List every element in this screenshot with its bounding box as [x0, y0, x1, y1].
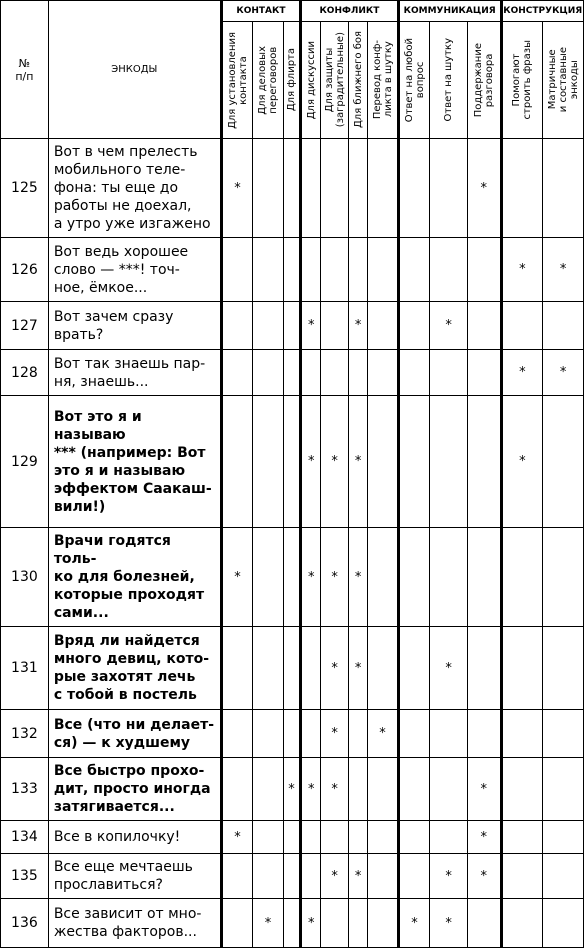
- column-header: Для дискуссии: [301, 22, 321, 139]
- table-row: [1, 302, 584, 350]
- mark-cell: *: [301, 899, 321, 948]
- mark-cell: [501, 758, 543, 821]
- mark-cell: [398, 528, 430, 627]
- mark-cell: *: [221, 528, 253, 627]
- mark-cell: [398, 710, 430, 758]
- column-header: Матричные и составные энкоды: [543, 22, 584, 139]
- mark-cell: [253, 139, 284, 238]
- mark-cell: [321, 302, 348, 350]
- mark-cell: [283, 139, 300, 238]
- mark-cell: [321, 899, 348, 948]
- mark-cell: [348, 350, 367, 396]
- mark-cell: [283, 350, 300, 396]
- mark-cell: [283, 899, 300, 948]
- mark-cell: *: [321, 854, 348, 899]
- mark-cell: [368, 758, 399, 821]
- table-row: [1, 396, 584, 528]
- mark-cell: *: [221, 821, 253, 854]
- mark-cell: [543, 528, 584, 627]
- encode-phrase: Вот зачем сразу врать?: [48, 302, 221, 350]
- row-number: 130: [1, 528, 49, 627]
- mark-cell: [301, 710, 321, 758]
- mark-cell: *: [430, 899, 468, 948]
- column-header: Перевод конф- ликта в шутку: [368, 22, 399, 139]
- encode-phrase: Все еще мечтаешь прославиться?: [48, 854, 221, 899]
- mark-cell: [501, 854, 543, 899]
- mark-cell: *: [321, 627, 348, 710]
- table-row: [1, 710, 584, 758]
- mark-cell: [283, 854, 300, 899]
- mark-cell: [543, 302, 584, 350]
- mark-cell: [283, 238, 300, 302]
- mark-cell: *: [301, 528, 321, 627]
- mark-cell: [430, 710, 468, 758]
- mark-cell: [283, 627, 300, 710]
- row-number: 129: [1, 396, 49, 528]
- mark-cell: [301, 854, 321, 899]
- group-contact: КОНТАКТ: [221, 1, 300, 22]
- mark-cell: [501, 302, 543, 350]
- mark-cell: [221, 350, 253, 396]
- group-communication: КОММУНИКАЦИЯ: [398, 1, 501, 22]
- mark-cell: *: [543, 350, 584, 396]
- mark-cell: *: [348, 627, 367, 710]
- mark-cell: [321, 821, 348, 854]
- mark-cell: [501, 899, 543, 948]
- table-row: [1, 528, 584, 627]
- mark-cell: [430, 396, 468, 528]
- column-header: Для установления контакта: [221, 22, 253, 139]
- mark-cell: [221, 854, 253, 899]
- mark-cell: *: [543, 238, 584, 302]
- mark-cell: [368, 528, 399, 627]
- mark-cell: [368, 139, 399, 238]
- mark-cell: *: [348, 396, 367, 528]
- mark-cell: [368, 854, 399, 899]
- mark-cell: [368, 627, 399, 710]
- row-number: 133: [1, 758, 49, 821]
- mark-cell: [283, 302, 300, 350]
- mark-cell: [543, 710, 584, 758]
- mark-cell: [543, 396, 584, 528]
- mark-cell: *: [348, 302, 367, 350]
- column-header: Для ближнего боя: [348, 22, 367, 139]
- mark-cell: *: [301, 758, 321, 821]
- mark-cell: [467, 302, 501, 350]
- mark-cell: [467, 899, 501, 948]
- mark-cell: [398, 627, 430, 710]
- mark-cell: [253, 710, 284, 758]
- row-number: 134: [1, 821, 49, 854]
- mark-cell: [253, 396, 284, 528]
- column-header: Поддержание разговора: [467, 22, 501, 139]
- column-header: Для деловых переговоров: [253, 22, 284, 139]
- table-row: [1, 350, 584, 396]
- mark-cell: [430, 758, 468, 821]
- mark-cell: [467, 350, 501, 396]
- table-row: [1, 238, 584, 302]
- mark-cell: *: [348, 854, 367, 899]
- mark-cell: *: [467, 854, 501, 899]
- row-number: 126: [1, 238, 49, 302]
- column-header: Для флирта: [283, 22, 300, 139]
- mark-cell: [253, 758, 284, 821]
- mark-cell: [543, 899, 584, 948]
- mark-cell: [253, 238, 284, 302]
- mark-cell: [368, 302, 399, 350]
- mark-cell: [430, 350, 468, 396]
- mark-cell: [430, 528, 468, 627]
- mark-cell: [368, 238, 399, 302]
- mark-cell: [501, 528, 543, 627]
- mark-cell: [283, 821, 300, 854]
- mark-cell: [467, 627, 501, 710]
- mark-cell: *: [467, 139, 501, 238]
- mark-cell: [253, 627, 284, 710]
- mark-cell: *: [398, 899, 430, 948]
- mark-cell: [430, 821, 468, 854]
- mark-cell: [368, 350, 399, 396]
- mark-cell: [398, 350, 430, 396]
- encode-phrase: Вот ведь хорошее слово — ***! точ- ное, ёмкое...: [48, 238, 221, 302]
- table-row: [1, 821, 584, 854]
- mark-cell: [253, 821, 284, 854]
- mark-cell: [368, 821, 399, 854]
- mark-cell: [221, 710, 253, 758]
- mark-cell: *: [301, 302, 321, 350]
- mark-cell: *: [467, 758, 501, 821]
- mark-cell: [398, 238, 430, 302]
- mark-cell: [348, 758, 367, 821]
- mark-cell: [501, 627, 543, 710]
- mark-cell: [253, 528, 284, 627]
- mark-cell: *: [501, 396, 543, 528]
- row-number: 136: [1, 899, 49, 948]
- table-row: [1, 854, 584, 899]
- group-conflict: КОНФЛИКТ: [301, 1, 399, 22]
- mark-cell: [283, 396, 300, 528]
- mark-cell: [398, 139, 430, 238]
- mark-cell: [221, 899, 253, 948]
- group-construction: КОНСТРУКЦИЯ: [501, 1, 583, 22]
- mark-cell: [430, 238, 468, 302]
- mark-cell: *: [221, 139, 253, 238]
- mark-cell: [467, 238, 501, 302]
- mark-cell: [501, 821, 543, 854]
- mark-cell: *: [501, 350, 543, 396]
- table-row: [1, 758, 584, 821]
- column-header: Для защиты (заградительные): [321, 22, 348, 139]
- mark-cell: [398, 302, 430, 350]
- mark-cell: [221, 627, 253, 710]
- mark-cell: *: [321, 528, 348, 627]
- row-number: 127: [1, 302, 49, 350]
- row-number: 128: [1, 350, 49, 396]
- mark-cell: [221, 396, 253, 528]
- mark-cell: [543, 854, 584, 899]
- mark-cell: [253, 350, 284, 396]
- encode-phrase: Вот это я и называю *** (например: Вот это я и называю эффектом Саакаш- вили!): [48, 396, 221, 528]
- mark-cell: [543, 139, 584, 238]
- encode-phrase: Все быстро прохо- дит, просто иногда затягивается...: [48, 758, 221, 821]
- table-row: [1, 139, 584, 238]
- mark-cell: [467, 528, 501, 627]
- mark-cell: [398, 854, 430, 899]
- mark-cell: [283, 710, 300, 758]
- mark-cell: [301, 627, 321, 710]
- mark-cell: [301, 821, 321, 854]
- mark-cell: *: [368, 710, 399, 758]
- row-number: 135: [1, 854, 49, 899]
- mark-cell: [398, 758, 430, 821]
- mark-cell: *: [467, 821, 501, 854]
- mark-cell: [398, 821, 430, 854]
- mark-cell: [348, 710, 367, 758]
- table-row: [1, 627, 584, 710]
- mark-cell: [543, 821, 584, 854]
- encode-phrase: Вряд ли найдется много девиц, кото- рые захотят лечь с тобой в постель: [48, 627, 221, 710]
- table-body: [1, 139, 584, 948]
- mark-cell: [301, 139, 321, 238]
- mark-cell: [221, 758, 253, 821]
- mark-cell: [348, 899, 367, 948]
- mark-cell: [253, 854, 284, 899]
- mark-cell: [321, 139, 348, 238]
- column-header: Ответ на шутку: [430, 22, 468, 139]
- mark-cell: [368, 396, 399, 528]
- mark-cell: *: [321, 758, 348, 821]
- encode-phrase: Вот в чем прелесть мобильного теле- фона: ты еще до работы не доехал, а утро уже изгажено: [48, 139, 221, 238]
- num-header-label: № п/п: [15, 56, 34, 83]
- mark-cell: *: [321, 396, 348, 528]
- mark-cell: *: [430, 302, 468, 350]
- mark-cell: [543, 627, 584, 710]
- mark-cell: *: [348, 528, 367, 627]
- mark-cell: [301, 238, 321, 302]
- mark-cell: [398, 396, 430, 528]
- mark-cell: [253, 302, 284, 350]
- mark-cell: [301, 350, 321, 396]
- mark-cell: [368, 899, 399, 948]
- encodes-header: [48, 1, 221, 139]
- mark-cell: [501, 139, 543, 238]
- mark-cell: *: [283, 758, 300, 821]
- mark-cell: *: [253, 899, 284, 948]
- encode-phrase: Все в копилочку!: [48, 821, 221, 854]
- encode-phrase: Все зависит от мно- жества факторов...: [48, 899, 221, 948]
- mark-cell: [348, 139, 367, 238]
- mark-cell: *: [301, 396, 321, 528]
- mark-cell: *: [430, 854, 468, 899]
- encode-phrase: Вот так знаешь пар- ня, знаешь...: [48, 350, 221, 396]
- row-number: 125: [1, 139, 49, 238]
- mark-cell: [467, 396, 501, 528]
- row-number: 131: [1, 627, 49, 710]
- mark-cell: [321, 238, 348, 302]
- mark-cell: [348, 238, 367, 302]
- mark-cell: [221, 302, 253, 350]
- mark-cell: [321, 350, 348, 396]
- mark-cell: [543, 758, 584, 821]
- mark-cell: *: [321, 710, 348, 758]
- mark-cell: [501, 710, 543, 758]
- encodes-header-label: ЭНКОДЫ: [111, 64, 158, 75]
- mark-cell: *: [430, 627, 468, 710]
- column-header: Ответ на любой вопрос: [398, 22, 430, 139]
- encode-phrase: Все (что ни делает- ся) — к худшему: [48, 710, 221, 758]
- encode-phrase: Врачи годятся толь- ко для болезней, которые проходят сами...: [48, 528, 221, 627]
- num-header: [1, 1, 49, 139]
- mark-cell: [283, 528, 300, 627]
- row-number: 132: [1, 710, 49, 758]
- column-header: Помогают строить фразы: [501, 22, 543, 139]
- mark-cell: [467, 710, 501, 758]
- mark-cell: *: [501, 238, 543, 302]
- mark-cell: [348, 821, 367, 854]
- mark-cell: [430, 139, 468, 238]
- table-row: [1, 899, 584, 948]
- mark-cell: [221, 238, 253, 302]
